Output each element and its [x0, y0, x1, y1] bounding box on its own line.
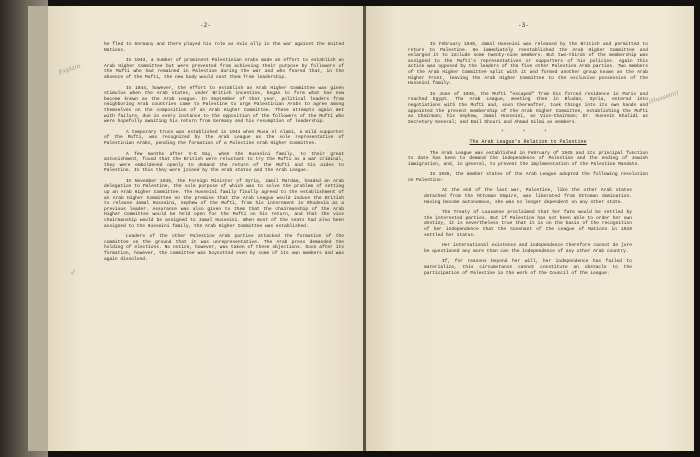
right-page: [366, 6, 694, 451]
paragraph: In November 1945, the Foreign Minister of Syria, Jamil Mardam, headed an Arab delegation to Palestine, the sole purpose of which was to solve the problem of setting up an Arab Higher Committee. The Husseini family finally agreed to the establishment of an Arab Higher Committee on the premise that the Arab League would induce the British to release Jamal Husseini, nephew of the Mufti, from his internment in Rhodesia as a previous leader. Assurance was also given to them that the chairmanship of the Arab Higher Committee would be held open for the Mufti on his return, and that the vice chairmanship would be assigned to Jamal Husseini. When most of the seats had also been assigned to the Husseini family, the Arab Higher Committee was established.: [104, 178, 344, 229]
paragraph: In February 1946, Jamal Husseini was released by the British and permitted to return to Palestine. He immediately reestablished the Arab Higher Committee and enlarged it to include some twenty-nine members. But two-thirds of the membership was assigned to the Mufti's representatives or supporters of his policies. Again this action was opposed by the leaders of the five other Palestine Arab parties. Two members of the Arab Higher Committee split with it and formed another group known as the Arab Higher Front, leaving the Arab Higher Committee to the exclusive possession of the Husseini family.: [408, 42, 648, 87]
page-number: -3-: [518, 22, 529, 29]
paragraph: In 1944, however, the effort to establish an Arab Higher Committee was given stimulus when the Arab states, under British incentive, began to form what has now become known as the Arab League. In September of that year, political leaders from neighboring Arab countries came to Palestine to urge Palestinian Arabs to agree among themselves on the composition of an Arab Higher Committee. These attempts again met with failure, due in every instance to the opposition of the followers of the Mufti who were hopefully awaiting his return from Germany and his resumption of leadership.: [104, 85, 344, 125]
page-number: -2-: [200, 22, 211, 29]
left-page: [48, 6, 363, 451]
paragraph: In 1943, a number of prominent Palestinian Arabs made an effort to establish an Arab Higher Committee but were prevented from achieving their purpose by followers of the Mufti who had remained in Palestine during the war and who feared that, in the absence of the Mufti, the new body would oust them from leadership.: [104, 58, 344, 80]
quoted-paragraph: If, for reasons beyond her will, her independence has failed to materialize, this circumstance cannot constitute an obstacle to the participation of Palestine in the work of the Council of the League.: [424, 259, 632, 276]
paragraph: Leaders of the other Palestine Arab parties attacked the formation of the committee on the ground that it was unrepresentative. The Arab press demanded the holding of elections. No notice, however, was taken of these objections. Soon after its formation, however, the committee was boycotted even by some of its own members and was again dissolved.: [104, 234, 344, 262]
paragraph: In June of 1946, the Mufti "escaped" from his forced residence in Paris and reached Egypt. The Arab League, meeting then in Bludan, Syria, entered into negotiations with the Mufti and, soon thereafter, took things into its own hands and appointed the present membership of the Arab Higher Committee, establishing the Mufti as Chairman; his nephew, Jamal Husseini, as Vice-Chairman; Dr. Hussein Khalidi as Secretary General; and Emil Ghouri and Ahmad Hilmi as members.: [408, 91, 648, 125]
left-page-body: [104, 42, 344, 267]
margin-annotation: (Husseini): [647, 89, 680, 106]
paragraph: In 1945, the member states of the Arab League adopted the following resolution on Palestine:: [408, 172, 648, 183]
section-heading: The Arab League's Relation to Palestine: [469, 138, 587, 145]
quoted-paragraph: The Treaty of Lausanne proclaimed that her fate would be settled by the interested parties. But if Palestine has not been able to order her own destiny, it is nevertheless true that it is on the basis of the recognition of her independence that the Covenant of the League of Nations in 1919 settled her status.: [424, 210, 632, 238]
quoted-paragraph: At the end of the last war, Palestine, like the other Arab states detached from the Ottoman Empire, was liberated from Ottoman domination. Having become autonomous, she was no longer dependent on any other state.: [424, 188, 632, 205]
paragraph: The Arab League was established in February of 1945 and its principal function to date has been to demand the independence of Palestine and the ending of Jewish immigration, and, in general, to prevent the implementation of the Palestine Mandate.: [408, 150, 648, 167]
section-divider-stars: * * *: [501, 130, 555, 136]
binder-page-edge: [28, 6, 49, 451]
paragraph: A few months after V-E Day, when the Husseini family, to their great astonishment, found that the British were reluctant to try the Mufti as a war criminal, they were emboldened openly to demand the return of the Mufti and his aides to Palestine. In this they were joined by the Arab states and the Arab League.: [104, 151, 344, 174]
margin-annotation: Explain: [57, 62, 82, 77]
paragraph: he fled to Germany and there played his role as Axis ally in the war against the United Nations.: [104, 42, 344, 53]
quoted-paragraph: Her international existence and independence therefore cannot de jure be questioned any more than can the independence of any other Arab country.: [424, 243, 632, 254]
right-page-body: [408, 42, 648, 281]
pencil-check-mark: ✓: [70, 268, 77, 277]
paragraph: A temporary truce was established in 1944 when Musa el Alami, a mild supporter of the Mufti, was recognized by the Arab League as the sole representative of Palestinian Arabs, pending the formation of a Palestine Arab Higher Committee.: [104, 129, 344, 146]
